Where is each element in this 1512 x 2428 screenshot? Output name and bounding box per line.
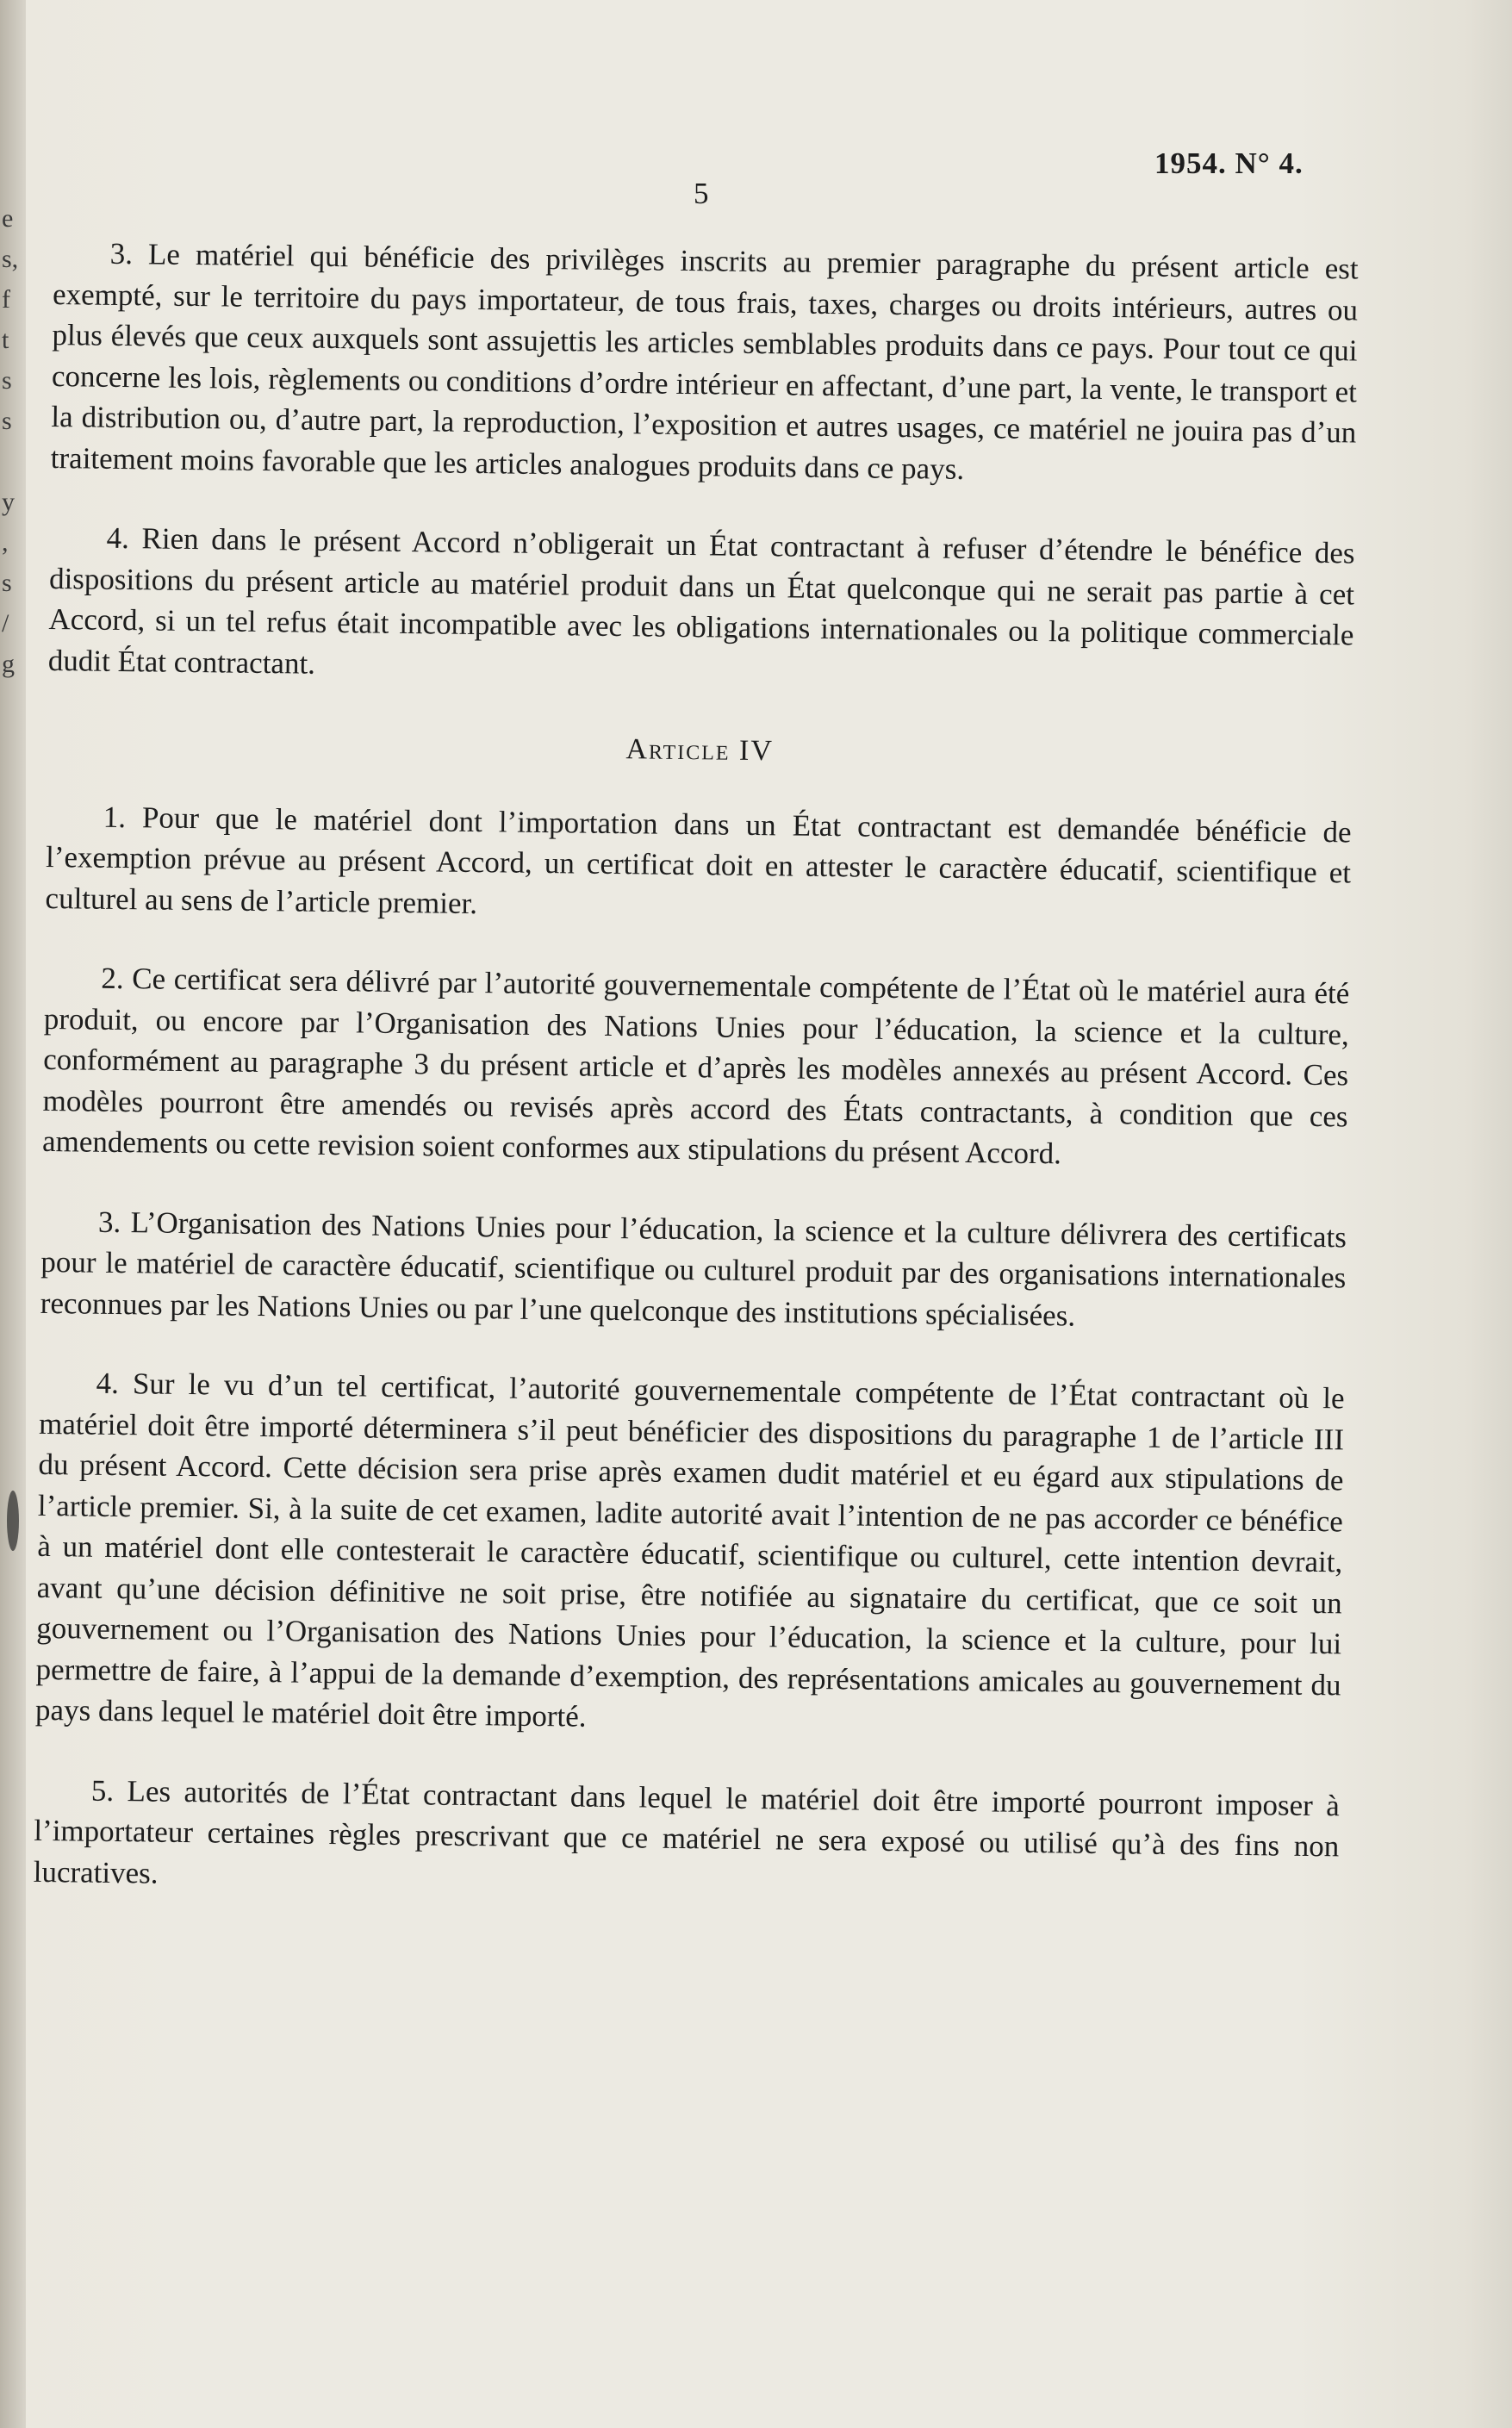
left-margin-fragments — [2, 198, 22, 684]
margin-fragment: / — [2, 609, 9, 638]
body-text — [33, 233, 1358, 1908]
margin-fragment: s, — [2, 245, 19, 273]
margin-fragment — [2, 441, 22, 482]
margin-fragment: s — [2, 569, 12, 597]
margin-fragment: s — [2, 407, 12, 435]
article-heading: Article IV — [625, 733, 775, 768]
document-reference: 1954. N° 4. — [1154, 146, 1304, 180]
binding-smudge — [7, 1491, 19, 1551]
paragraph: 3. L’Organisation des Nations Unies pour l’éducation, la science et la culture délivrera des certificats pour le matériel de caractère éducatif, scientifique ou culturel produit par des organisations internationales reconnues par les Nations Unies ou par l’une quelconque des institutions spécialisées. — [40, 1205, 1347, 1333]
margin-fragment: s — [2, 366, 12, 395]
margin-fragment: , — [2, 528, 9, 557]
paragraph: 2. Ce certificat sera délivré par l’autorité gouvernementale compétente de l’État où le matériel aura été produit, ou encore par l’Organisation des Nations Unies pour l’éducation, la science et la culture, conformément au paragraphe 3 du présent article et d’après les modèles annexés au présent Accord. Ces modèles pourront être amendés ou revisés après accord des États contractants, à condition que ces amendements ou cette revision soient conformes aux stipulations du présent Accord. — [41, 961, 1350, 1171]
margin-fragment: y — [2, 488, 15, 516]
page-number: 5 — [694, 177, 709, 210]
margin-fragment: g — [2, 650, 15, 678]
margin-fragment: t — [2, 326, 9, 354]
paragraph: 5. Les autorités de l’État contractant dans lequel le matériel doit être importé pourront imposer à l’importateur certaines règles prescrivant que ce matériel ne sera exposé ou utilisé qu’à des fins non lucratives. — [33, 1773, 1341, 1890]
paragraph: 1. Pour que le matériel dont l’importation dans un État contractant est demandée bénéficie de l’exemption prévue au présent Accord, un certificat doit en attester le caractère éducatif, scientifique et culturel au sens de l’article premier. — [45, 800, 1352, 920]
paragraph: 4. Rien dans le présent Accord n’obligerait un État contractant à refuser d’étendre le bénéfice des dispositions du présent article au matériel produit dans un État quelconque qui ne serait pas partie à cet Accord, si un tel refus était incompatible avec les obligations internationales ou la politique commerciale dudit État contractant. — [47, 520, 1355, 681]
margin-fragment: f — [2, 285, 10, 314]
margin-fragment: e — [2, 204, 14, 233]
paragraph: 4. Sur le vu d’un tel certificat, l’autorité gouvernementale compétente de l’État contractant où le matériel doit être importé déterminera s’il peut bénéficier des dispositions du paragraphe 1 de l’article III du présent Accord. Cette décision sera prise après examen dudit matériel et eu égard aux stipulations de l’article premier. Si, à la suite de cet examen, ladite autorité avait l’intention de ne pas accorder ce bénéfice à un matériel dont elle contesterait le caractère éducatif, scientifique ou culturel, cette intention devrait, avant qu’une décision définitive ne soit prise, être notifiée au signataire du certificat, que ce soit un gouvernement ou l’Organisation des Nations Unies pour l’éducation, la science et la culture, pour lui permettre de faire, à l’appui de la demande d’exemption, des représentations amicales au gouvernement du pays dans lequel le matériel doit être importé. — [34, 1366, 1345, 1734]
paragraph: 3. Le matériel qui bénéficie des privilèges inscrits au premier paragraphe du présent article est exempté, sur le territoire du pays importateur, de tous frais, taxes, charges ou droits intérieurs, autres ou plus élevés que ceux auxquels sont assujettis les articles semblables produits dans ce pays. Pour tout ce qui concerne les lois, règlements ou conditions d’ordre intérieur en affectant, d’une part, la vente, le transport et la distribution ou, d’autre part, la reproduction, l’exposition et autres usages, ce matériel ne jouira pas d’un traitement moins favorable que les articles analogues produits dans ce pays. — [50, 236, 1359, 486]
